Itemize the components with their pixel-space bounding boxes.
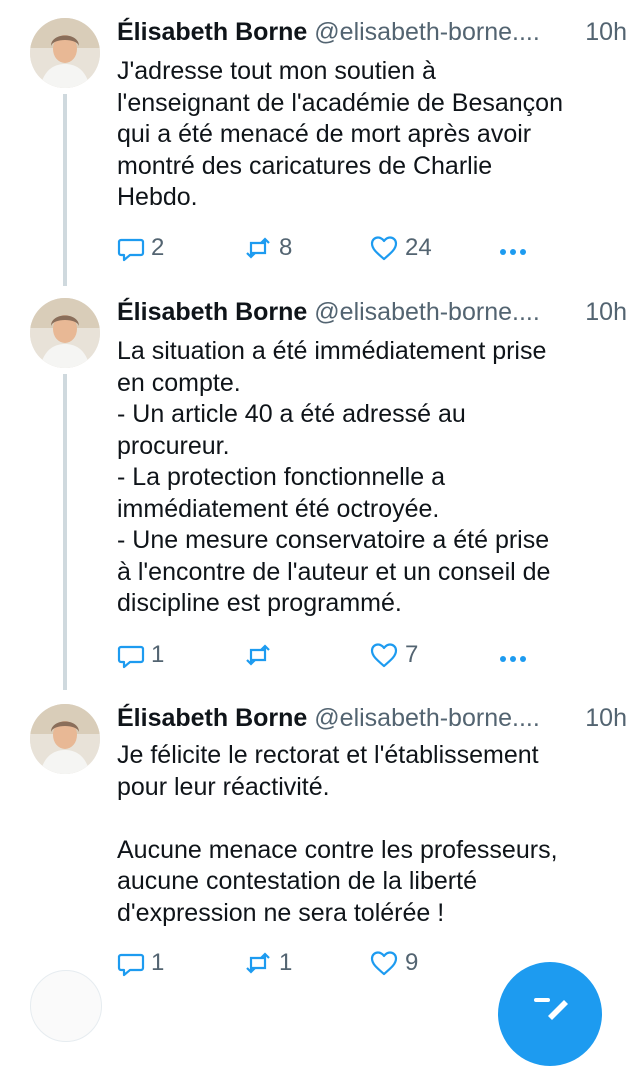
thread-line <box>63 374 67 690</box>
avatar[interactable] <box>30 970 102 1042</box>
reply-button[interactable] <box>117 948 164 978</box>
repost-button[interactable] <box>243 640 279 670</box>
more-icon <box>499 655 527 663</box>
avatar[interactable] <box>30 298 100 368</box>
author-name[interactable]: Élisabeth Borne <box>117 704 308 732</box>
heart-icon <box>369 234 399 262</box>
thread-line <box>63 94 67 286</box>
tweet-text: J'adresse tout mon soutien à l'enseignant de l'académie de Besançon qui a été menacé de mort après avoir montré des caricatures de Charlie Hebdo. <box>117 57 563 211</box>
tweet-actions <box>117 640 557 670</box>
author-handle[interactable]: @elisabeth-borne.... <box>314 298 540 326</box>
reply-icon <box>117 949 145 977</box>
like-count: 24 <box>405 234 432 261</box>
like-button[interactable] <box>369 233 432 263</box>
more-icon <box>499 248 527 256</box>
reply-count: 1 <box>151 641 165 668</box>
like-count: 7 <box>405 641 419 668</box>
compose-button[interactable] <box>498 962 602 1066</box>
tweet-header <box>117 14 627 50</box>
repost-button[interactable] <box>243 948 292 978</box>
reply-button[interactable] <box>117 233 164 263</box>
reply-count: 1 <box>151 949 165 976</box>
like-button[interactable] <box>369 640 418 670</box>
avatar[interactable] <box>30 18 100 88</box>
author-name[interactable]: Élisabeth Borne <box>117 298 308 326</box>
repost-icon <box>243 949 273 977</box>
tweet-actions <box>117 948 557 978</box>
repost-button[interactable] <box>243 233 292 263</box>
reply-icon <box>117 641 145 669</box>
tweet-time[interactable]: 10h <box>585 298 627 326</box>
heart-icon <box>369 949 399 977</box>
reply-button[interactable] <box>117 640 164 670</box>
tweet-text: La situation a été immédiatement prise en compte. - Un article 40 a été adressé au procureur. - La protection fonctionnelle a immédiatement été octroyée. - Une mesure conservatoire a été prise à l'encontre de l'auteur et un conseil de discipline est programmé. <box>117 337 551 617</box>
more-button[interactable] <box>499 650 527 668</box>
reply-icon <box>117 234 145 262</box>
avatar[interactable] <box>30 704 100 774</box>
more-button[interactable] <box>499 243 527 261</box>
compose-icon <box>528 986 572 1026</box>
repost-count: 8 <box>279 234 293 261</box>
repost-icon <box>243 234 273 262</box>
like-count: 9 <box>405 949 419 976</box>
author-name[interactable]: Élisabeth Borne <box>117 18 308 46</box>
tweet-header <box>117 294 627 330</box>
tweet-time[interactable]: 10h <box>585 704 627 732</box>
author-handle[interactable]: @elisabeth-borne.... <box>314 704 540 732</box>
repost-icon <box>243 641 273 669</box>
like-button[interactable] <box>369 948 418 978</box>
heart-icon <box>369 641 399 669</box>
reply-count: 2 <box>151 234 165 261</box>
tweet-time[interactable]: 10h <box>585 18 627 46</box>
tweet-text: Je félicite le rectorat et l'établissement pour leur réactivité. Aucune menace contre les professeurs, aucune contestation de la liberté d'expression ne sera tolérée ! <box>117 741 558 927</box>
tweet-header <box>117 700 627 736</box>
tweet-actions <box>117 233 557 263</box>
repost-count: 1 <box>279 949 293 976</box>
author-handle[interactable]: @elisabeth-borne.... <box>314 18 540 46</box>
